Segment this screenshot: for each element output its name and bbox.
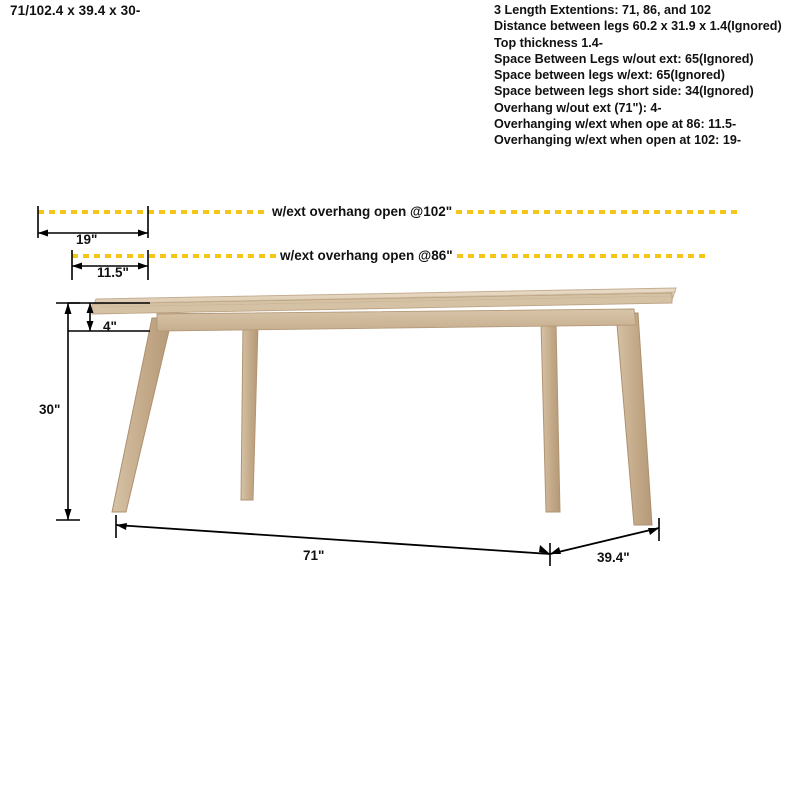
label-overhang-19: 19" [76,232,98,247]
label-height-30: 30" [39,402,61,417]
label-depth-39-4: 39.4" [597,550,630,565]
spec-line: Overhang w/out ext (71"): 4- [494,100,662,115]
spec-line: Distance between legs 60.2 x 31.9 x 1.4(Ignored) [494,19,782,34]
spec-line: Overhanging w/ext when open at 102: 19- [494,133,742,148]
spec-line: Space Between Legs w/out ext: 65(Ignored) [494,51,754,66]
spec-line: Top thickness 1.4- [494,35,603,50]
page-title: 71/102.4 x 39.4 x 30- [10,3,141,18]
dimension-length-71 [116,515,550,566]
label-overhang-11-5: 11.5" [97,265,129,280]
spec-line: Space between legs short side: 34(Ignored) [494,84,754,99]
label-length-71: 71" [303,548,325,563]
spec-line: Space between legs w/ext: 65(Ignored) [494,68,725,83]
spec-line: Overhanging w/ext when ope at 86: 11.5- [494,117,737,132]
label-ext-overhang-86: w/ext overhang open @86" [276,248,457,263]
table-illustration [92,288,676,525]
spec-line: 3 Length Extentions: 71, 86, and 102 [494,3,711,17]
label-ext-overhang-102: w/ext overhang open @102" [268,204,456,219]
label-top-thickness-4: 4" [103,319,117,334]
